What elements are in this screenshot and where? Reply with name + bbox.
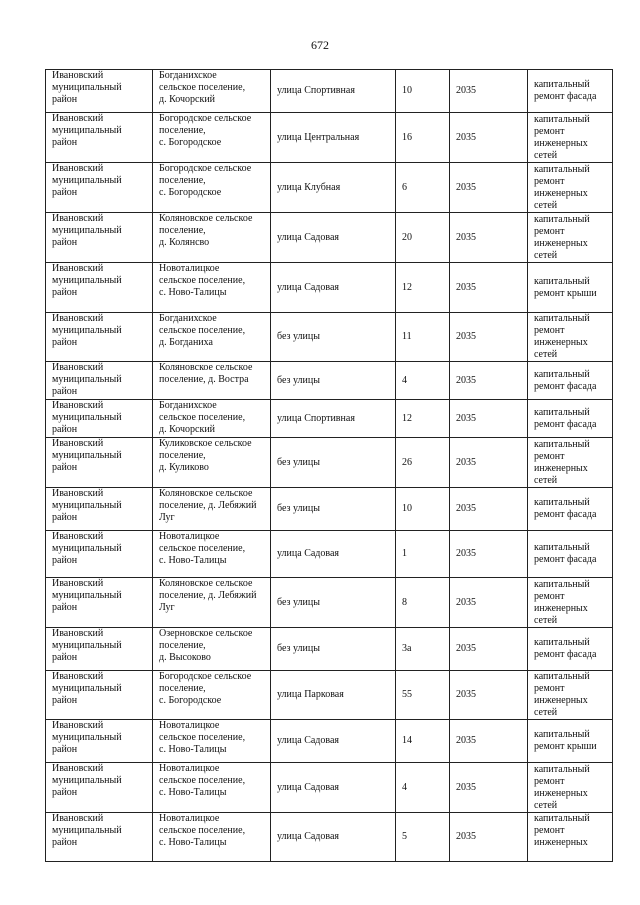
cell-settlement	[153, 400, 271, 438]
cell-district-text: Ивановский муниципальный район	[52, 263, 122, 298]
cell-settlement	[153, 488, 271, 531]
cell-house	[396, 813, 450, 862]
cell-work	[528, 671, 613, 720]
cell-year	[450, 113, 528, 163]
cell-house-text: 14	[402, 735, 412, 746]
table-row	[46, 70, 613, 113]
cell-district-text: Ивановский муниципальный район	[52, 163, 122, 198]
cell-house-text: 11	[402, 331, 412, 342]
cell-work	[528, 488, 613, 531]
cell-district-text: Ивановский муниципальный район	[52, 70, 122, 105]
cell-year-text: 2035	[456, 231, 476, 243]
cell-house-text: 10	[402, 503, 412, 514]
cell-street-text: без улицы	[277, 503, 320, 514]
cell-street	[271, 763, 396, 813]
cell-street	[271, 578, 396, 628]
cell-street-text: улица Парковая	[277, 689, 344, 700]
cell-street	[271, 671, 396, 720]
cell-work-text: капитальный ремонт фасада	[534, 79, 597, 102]
cell-year	[450, 813, 528, 862]
cell-house	[396, 720, 450, 763]
cell-settlement	[153, 531, 271, 578]
cell-work-text: капитальный ремонт инженерных сетей	[534, 763, 590, 811]
cell-work-text: капитальный ремонт инженерных сетей	[534, 163, 590, 211]
cell-house	[396, 113, 450, 163]
table-row	[46, 213, 613, 263]
cell-settlement	[153, 628, 271, 671]
cell-work-text: капитальный ремонт инженерных сетей	[534, 313, 590, 360]
cell-work	[528, 400, 613, 438]
cell-house-text: 6	[402, 181, 407, 193]
cell-street-text: без улицы	[277, 374, 320, 386]
cell-settlement-text: Коляновское сельское поселение, д. Востра	[159, 362, 253, 385]
cell-settlement-text: Богородское сельское поселение, с. Богородское	[159, 113, 252, 148]
cell-year-text: 2035	[456, 331, 476, 342]
cell-street-text: улица Садовая	[277, 548, 340, 559]
cell-settlement-text: Новоталицкое сельское поселение, с. Ново-Талицы	[159, 763, 246, 798]
cell-settlement-text: Богданихское сельское поселение, д. Богданиха	[159, 313, 246, 348]
cell-district-text: Ивановский муниципальный район	[52, 628, 122, 663]
cell-settlement-text: Богданихское сельское поселение, д. Кочорский	[159, 400, 246, 435]
cell-work	[528, 113, 613, 163]
cell-house	[396, 488, 450, 531]
cell-work	[528, 163, 613, 213]
cell-street	[271, 313, 396, 362]
cell-house	[396, 671, 450, 720]
cell-settlement-text: Богородское сельское поселение, с. Богородское	[159, 671, 252, 706]
cell-district	[46, 763, 153, 813]
cell-work-text: капитальный ремонт инженерных сетей	[534, 671, 590, 718]
cell-work-text: капитальный ремонт инженерных сетей	[534, 578, 590, 626]
cell-year-text: 2035	[456, 412, 476, 424]
cell-house-text: 3а	[402, 643, 412, 654]
cell-year	[450, 720, 528, 763]
cell-street	[271, 488, 396, 531]
cell-street	[271, 628, 396, 671]
cell-work	[528, 763, 613, 813]
cell-year-text: 2035	[456, 548, 476, 559]
cell-work	[528, 70, 613, 113]
cell-house-text: 8	[402, 596, 407, 608]
cell-settlement	[153, 763, 271, 813]
cell-work-text: капитальный ремонт фасада	[534, 542, 597, 565]
table-row	[46, 362, 613, 400]
cell-year	[450, 362, 528, 400]
cell-year	[450, 531, 528, 578]
cell-settlement	[153, 671, 271, 720]
cell-street	[271, 213, 396, 263]
cell-work	[528, 263, 613, 313]
cell-work	[528, 813, 613, 862]
cell-district-text: Ивановский муниципальный район	[52, 362, 122, 397]
cell-house	[396, 531, 450, 578]
cell-settlement	[153, 163, 271, 213]
cell-year	[450, 438, 528, 488]
cell-street-text: улица Спортивная	[277, 412, 355, 424]
cell-house	[396, 70, 450, 113]
table-row	[46, 163, 613, 213]
cell-district-text: Ивановский муниципальный район	[52, 400, 122, 435]
cell-street-text: улица Садовая	[277, 735, 340, 746]
cell-year-text: 2035	[456, 281, 476, 293]
cell-street-text: улица Садовая	[277, 781, 340, 793]
cell-work-text: капитальный ремонт инженерных сетей	[534, 213, 590, 261]
cell-street-text: улица Центральная	[277, 131, 360, 143]
cell-house-text: 20	[402, 231, 412, 243]
table-row	[46, 763, 613, 813]
cell-street-text: улица Садовая	[277, 281, 340, 293]
cell-house	[396, 763, 450, 813]
cell-work	[528, 578, 613, 628]
cell-work	[528, 628, 613, 671]
cell-year-text: 2035	[456, 643, 476, 654]
cell-year	[450, 763, 528, 813]
cell-settlement-text: Коляновское сельское поселение, д. Лебяжий Луг	[159, 488, 257, 523]
cell-district	[46, 213, 153, 263]
cell-settlement	[153, 263, 271, 313]
cell-street	[271, 531, 396, 578]
cell-year-text: 2035	[456, 831, 476, 842]
cell-work	[528, 213, 613, 263]
cell-settlement	[153, 813, 271, 862]
table-row	[46, 400, 613, 438]
cell-settlement	[153, 70, 271, 113]
cell-house	[396, 400, 450, 438]
cell-settlement	[153, 720, 271, 763]
cell-year-text: 2035	[456, 85, 476, 96]
cell-settlement-text: Озерновское сельское поселение, д. Высоково	[159, 628, 253, 663]
cell-house	[396, 628, 450, 671]
cell-house-text: 4	[402, 781, 407, 793]
cell-settlement-text: Новоталицкое сельское поселение, с. Ново-Талицы	[159, 720, 246, 755]
cell-house-text: 4	[402, 374, 407, 386]
cell-district	[46, 362, 153, 400]
table-row	[46, 488, 613, 531]
cell-work-text: капитальный ремонт инженерных сетей	[534, 438, 590, 486]
cell-house	[396, 213, 450, 263]
cell-year	[450, 400, 528, 438]
cell-district	[46, 263, 153, 313]
cell-work-text: капитальный ремонт инженерных сетей	[534, 113, 590, 161]
cell-street-text: улица Садовая	[277, 831, 340, 842]
cell-year-text: 2035	[456, 131, 476, 143]
cell-house-text: 12	[402, 281, 412, 293]
cell-year	[450, 488, 528, 531]
cell-house	[396, 578, 450, 628]
cell-district-text: Ивановский муниципальный район	[52, 578, 122, 613]
cell-district-text: Ивановский муниципальный район	[52, 313, 122, 348]
cell-street	[271, 813, 396, 862]
cell-settlement	[153, 438, 271, 488]
cell-district-text: Ивановский муниципальный район	[52, 813, 122, 848]
cell-year	[450, 671, 528, 720]
cell-district-text: Ивановский муниципальный район	[52, 720, 122, 755]
cell-house	[396, 313, 450, 362]
cell-district	[46, 813, 153, 862]
cell-street	[271, 720, 396, 763]
cell-house	[396, 438, 450, 488]
cell-street	[271, 70, 396, 113]
table-row	[46, 628, 613, 671]
cell-work	[528, 313, 613, 362]
cell-district	[46, 531, 153, 578]
cell-house-text: 55	[402, 689, 412, 700]
cell-settlement-text: Новоталицкое сельское поселение, с. Ново-Талицы	[159, 531, 246, 566]
cell-settlement	[153, 578, 271, 628]
cell-work-text: капитальный ремонт фасада	[534, 497, 597, 520]
cell-street	[271, 113, 396, 163]
cell-district-text: Ивановский муниципальный район	[52, 531, 122, 566]
cell-year	[450, 70, 528, 113]
cell-street-text: улица Садовая	[277, 231, 340, 243]
cell-district-text: Ивановский муниципальный район	[52, 113, 122, 148]
cell-house-text: 1	[402, 548, 407, 559]
cell-work-text: капитальный ремонт фасада	[534, 368, 597, 392]
cell-settlement-text: Коляновское сельское поселение, д. Лебяжий Луг	[159, 578, 257, 613]
cell-house	[396, 263, 450, 313]
cell-street-text: без улицы	[277, 643, 320, 654]
table-row	[46, 720, 613, 763]
cell-work	[528, 438, 613, 488]
table-row	[46, 531, 613, 578]
cell-year-text: 2035	[456, 503, 476, 514]
cell-work-text: капитальный ремонт фасада	[534, 406, 597, 430]
cell-district-text: Ивановский муниципальный район	[52, 438, 122, 473]
cell-district	[46, 671, 153, 720]
cell-street	[271, 263, 396, 313]
cell-street-text: улица Клубная	[277, 181, 341, 193]
cell-street-text: улица Спортивная	[277, 85, 355, 96]
table-row	[46, 113, 613, 163]
cell-street-text: без улицы	[277, 596, 320, 608]
cell-settlement-text: Богданихское сельское поселение, д. Кочорский	[159, 70, 246, 105]
table-row	[46, 578, 613, 628]
cell-house	[396, 362, 450, 400]
cell-house-text: 12	[402, 412, 412, 424]
cell-year-text: 2035	[456, 735, 476, 746]
cell-year-text: 2035	[456, 456, 476, 468]
cell-street	[271, 163, 396, 213]
cell-house-text: 26	[402, 456, 412, 468]
cell-district-text: Ивановский муниципальный район	[52, 488, 122, 523]
cell-settlement-text: Коляновское сельское поселение, д. Колянсво	[159, 213, 253, 248]
cell-year-text: 2035	[456, 374, 476, 386]
cell-year	[450, 628, 528, 671]
cell-settlement-text: Богородское сельское поселение, с. Богородское	[159, 163, 252, 198]
cell-district	[46, 720, 153, 763]
cell-work-text: капитальный ремонт крыши	[534, 729, 597, 752]
repair-schedule-table	[45, 69, 613, 862]
cell-house-text: 5	[402, 831, 407, 842]
table-row	[46, 438, 613, 488]
cell-year-text: 2035	[456, 181, 476, 193]
table-row	[46, 263, 613, 313]
cell-year	[450, 263, 528, 313]
cell-district	[46, 313, 153, 362]
cell-settlement	[153, 213, 271, 263]
cell-settlement-text: Куликовское сельское поселение, д. Куликово	[159, 438, 252, 473]
cell-year	[450, 578, 528, 628]
cell-settlement-text: Новоталицкое сельское поселение, с. Ново-Талицы	[159, 263, 246, 298]
cell-house	[396, 163, 450, 213]
cell-district	[46, 113, 153, 163]
cell-house-text: 16	[402, 131, 412, 143]
page-number: 672	[311, 38, 329, 52]
cell-work	[528, 531, 613, 578]
cell-district-text: Ивановский муниципальный район	[52, 213, 122, 248]
cell-district	[46, 70, 153, 113]
cell-year	[450, 163, 528, 213]
cell-work-text: капитальный ремонт инженерных	[534, 813, 590, 848]
table-row	[46, 313, 613, 362]
table-row	[46, 813, 613, 862]
cell-district-text: Ивановский муниципальный район	[52, 763, 122, 798]
table-body	[46, 70, 613, 862]
cell-work	[528, 362, 613, 400]
cell-street-text: без улицы	[277, 456, 320, 468]
cell-district	[46, 578, 153, 628]
cell-district-text: Ивановский муниципальный район	[52, 671, 122, 706]
cell-settlement	[153, 313, 271, 362]
cell-year	[450, 313, 528, 362]
table-row	[46, 671, 613, 720]
cell-house-text: 10	[402, 85, 412, 96]
cell-district	[46, 400, 153, 438]
cell-settlement-text: Новоталицкое сельское поселение, с. Ново-Талицы	[159, 813, 246, 848]
cell-settlement	[153, 362, 271, 400]
cell-street	[271, 362, 396, 400]
cell-work	[528, 720, 613, 763]
cell-street	[271, 400, 396, 438]
cell-year-text: 2035	[456, 689, 476, 700]
cell-work-text: капитальный ремонт фасада	[534, 637, 597, 660]
cell-year-text: 2035	[456, 781, 476, 793]
cell-district	[46, 438, 153, 488]
cell-district	[46, 488, 153, 531]
cell-district	[46, 163, 153, 213]
cell-year	[450, 213, 528, 263]
cell-district	[46, 628, 153, 671]
cell-street-text: без улицы	[277, 331, 320, 342]
cell-settlement	[153, 113, 271, 163]
cell-work-text: капитальный ремонт крыши	[534, 275, 597, 299]
cell-street	[271, 438, 396, 488]
cell-year-text: 2035	[456, 596, 476, 608]
